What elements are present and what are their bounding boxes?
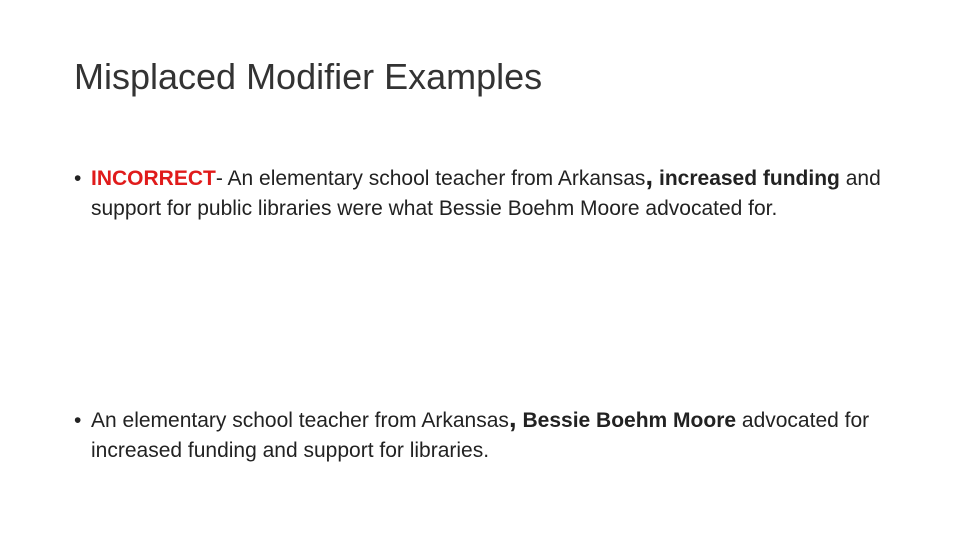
- slide-title: Misplaced Modifier Examples: [74, 56, 543, 97]
- incorrect-label: INCORRECT: [91, 167, 216, 190]
- bullet-row: [74, 402, 914, 466]
- bullet-incorrect-example: [74, 160, 914, 224]
- label-dash: -: [215, 167, 228, 190]
- sentence-part-a: An elementary school teacher from Arkansas: [227, 167, 646, 190]
- bullet-dot: •: [74, 167, 82, 190]
- bold-phrase: Bessie Boehm Moore: [516, 409, 737, 432]
- bullet-correct-example: [74, 402, 914, 466]
- emphasized-comma: ,: [508, 402, 517, 433]
- bold-phrase: increased funding: [653, 167, 840, 190]
- sentence-part-b: and support for public libraries were what Bessie Boehm Moore advocated for.: [91, 167, 881, 220]
- emphasized-comma: ,: [645, 160, 654, 191]
- sentence-part-b: advocated for increased funding and support for libraries.: [91, 409, 870, 462]
- bullet-dot: •: [74, 409, 82, 432]
- bullet-row: [74, 160, 914, 224]
- sentence-part-a: An elementary school teacher from Arkansas: [91, 409, 509, 432]
